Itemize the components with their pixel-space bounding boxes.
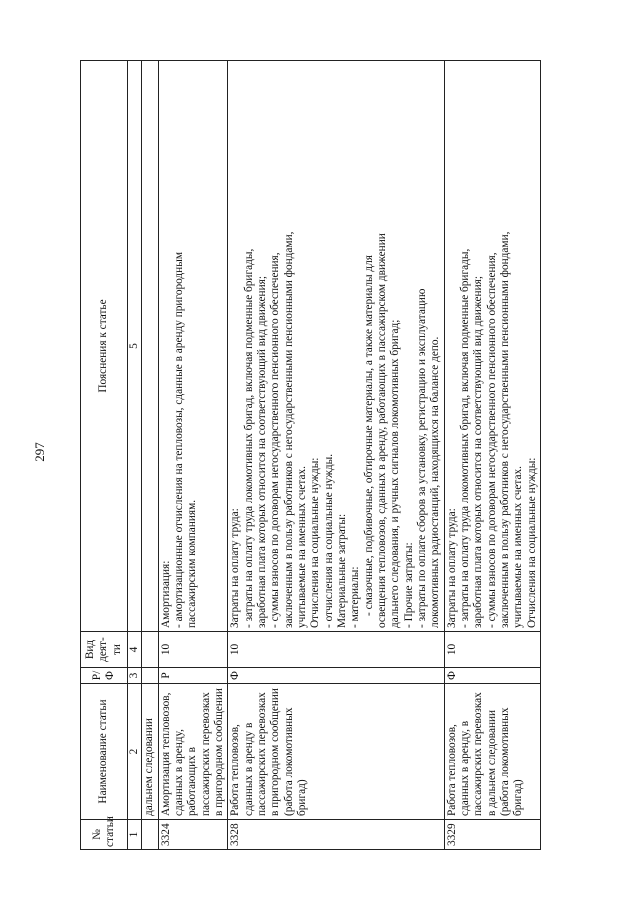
explanation-line: - смазочные, подбивочные, обтирочные материалы, а также материалы для <box>362 255 375 616</box>
item-number: 3328 <box>228 820 444 850</box>
item-activity: 10 <box>444 632 540 668</box>
explanation-line: заключенным в пользу работников с негосударственными пенсионными фондами, <box>498 231 511 628</box>
explanation-line: - затраты по оплате сборов за установку, регистрацию и эксплуатацию <box>415 288 428 628</box>
item-activity: 10 <box>228 632 444 668</box>
header-item-name: Наименование статьи <box>81 684 128 820</box>
item-name: Работа тепловозов, сданных в аренду, в пассажирских перевозках в дальнем следовании (работа локомотивных бригад) <box>444 684 540 820</box>
explanation-line: учитываемые на именных счетах. <box>512 466 525 628</box>
column-number: 1 <box>127 820 141 850</box>
explanation-line: пассажирским компаниям. <box>186 499 199 628</box>
item-rf: Р <box>158 668 228 684</box>
item-rf: Ф <box>228 668 444 684</box>
item-explanation <box>158 61 228 632</box>
explanation-line: освещения тепловозов, сданных в аренду, работающих в пассажирском движении <box>375 233 388 628</box>
table-row <box>158 61 228 850</box>
table-row <box>444 61 540 850</box>
item-name: Работа тепловозов, сданных в аренду в пассажирских перевозках в пригородном сообщении (работа локомотивных бригад) <box>228 684 444 820</box>
column-number: 4 <box>127 632 141 668</box>
header-rf: Р/ Ф <box>81 668 128 684</box>
explanation-line: заработная плата которых относится на соответствующий вид движения; <box>255 276 268 628</box>
table-row <box>228 61 444 850</box>
item-explanation <box>444 61 540 632</box>
explanation-line: Отчисления на социальные нужды: <box>525 457 538 628</box>
item-explanation <box>228 61 444 632</box>
header-row <box>81 61 128 850</box>
explanation-line: Материальные затраты: <box>335 513 348 628</box>
column-number: 2 <box>127 684 141 820</box>
item-name: Амортизация тепловозов, сданных в аренду, работающих в пассажирских перевозках в пригородном сообщении <box>158 684 228 820</box>
column-number: 3 <box>127 668 141 684</box>
explanation-line: - затраты на оплату труда локомотивных бригад, включая подменные бригады, <box>242 248 255 628</box>
explanation-line: - суммы взносов по договорам негосударственного пенсионного обеспечения, <box>485 252 498 628</box>
column-number: 5 <box>127 61 141 632</box>
explanation-line: учитываемые на именных счетах. <box>295 466 308 628</box>
explanation-line: - затраты на оплату труда локомотивных бригад, включая подменные бригады, <box>458 248 471 628</box>
item-rf: Ф <box>444 668 540 684</box>
continuation-text: дальнем следовании <box>142 684 158 820</box>
continuation-row <box>142 61 158 850</box>
column-number-row <box>127 61 141 850</box>
explanation-line: дальнего следования, и ручных сигналов локомотивных бригад; <box>389 319 402 628</box>
explanation-line: - Прочие затраты: <box>402 542 415 628</box>
item-number: 3324 <box>158 820 228 850</box>
explanation-line: Отчисления на социальные нужды: <box>309 457 322 628</box>
explanation-line: Затраты на оплату труда: <box>445 508 458 628</box>
explanation-line: - отчисления на социальные нужды. <box>322 453 335 628</box>
explanation-line: - амортизационные отчисления на тепловозы, сданные в аренду пригородным <box>172 252 185 628</box>
explanation-line: заработная плата которых относится на соответствующий вид движения; <box>472 276 485 628</box>
rotated-table-container <box>80 60 600 850</box>
cost-items-table <box>80 60 541 850</box>
explanation-line: Затраты на оплату труда: <box>229 508 242 628</box>
explanation-line: - материалы: <box>349 566 362 628</box>
header-explanation: Пояснения к статье <box>81 61 128 632</box>
item-number: 3329 <box>444 820 540 850</box>
explanation-line: локомотивных радиостанций, находящихся на балансе депо. <box>429 336 442 628</box>
explanation-line: заключенным в пользу работников с негосударственными пенсионными фондами, <box>282 231 295 628</box>
item-activity: 10 <box>158 632 228 668</box>
header-activity: Вид деят-ти <box>81 632 128 668</box>
explanation-line: Амортизация: <box>159 560 172 628</box>
page-number: 297 <box>32 442 47 462</box>
header-item-number: № статьи <box>81 820 128 850</box>
explanation-line: - суммы взносов по договорам негосударственного пенсионного обеспечения, <box>269 252 282 628</box>
